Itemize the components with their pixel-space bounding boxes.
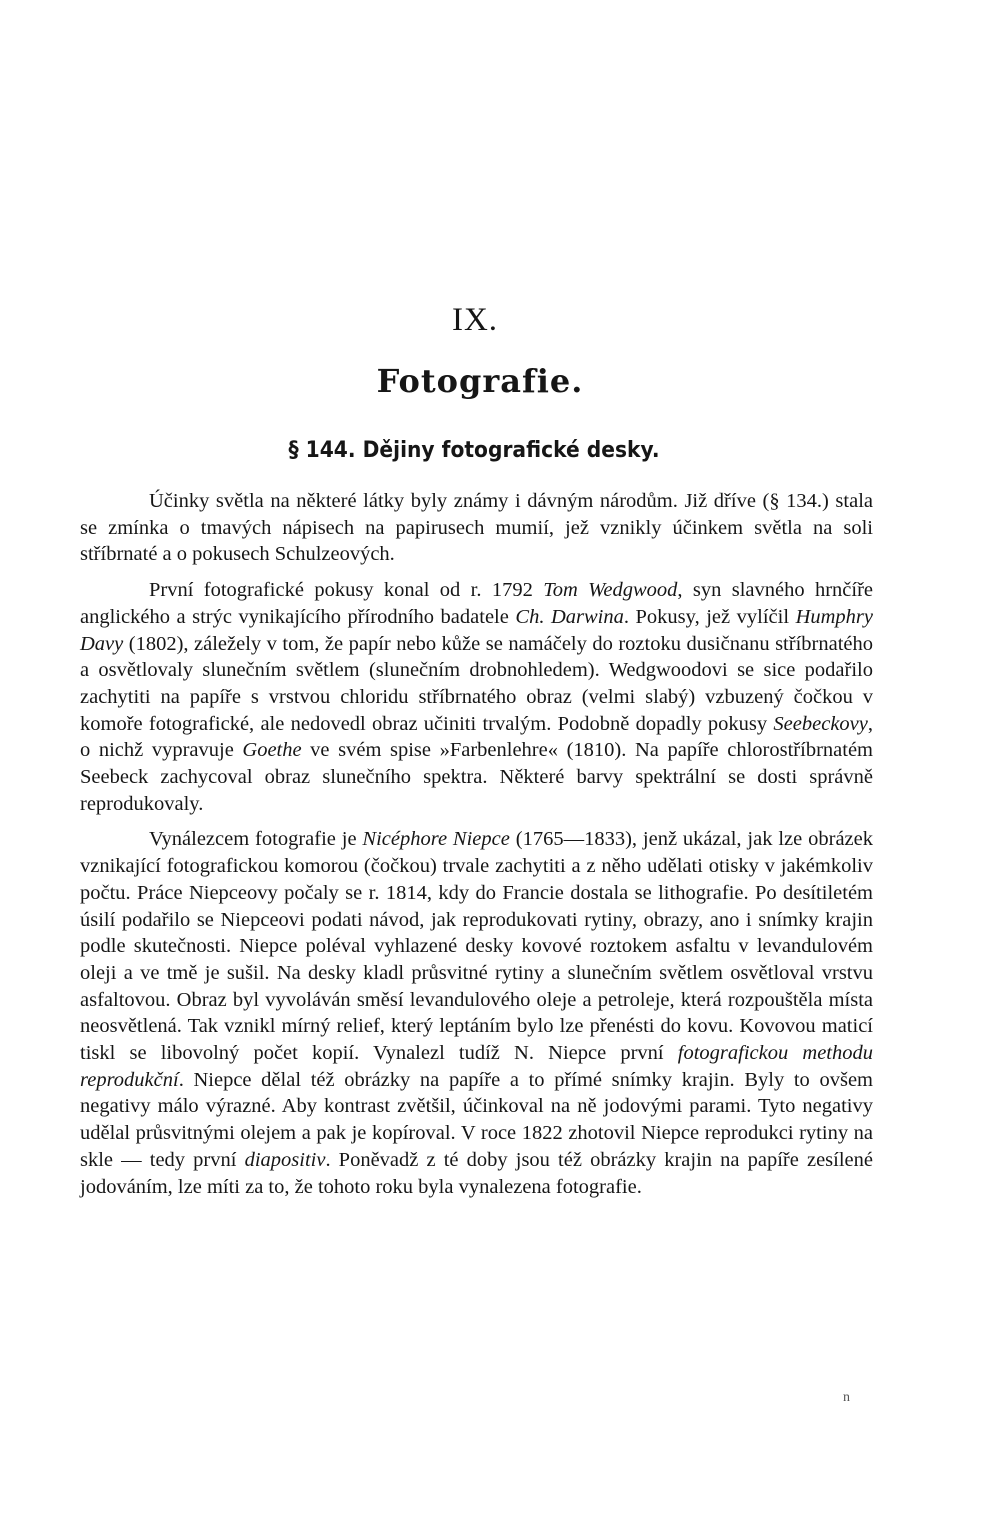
paragraph-2-text: (1802), záležely v tom, že papír nebo kůže se namáčely do roztoku dusičnanu stříbrnatého a osvětlovaly slunečním světlem (slunečním drobnohledem). Wedgwoodovi se sice podařilo zachytiti na papíře s vrstvou chloridu stříbrnatého obraz (velmi slabý) vzbuzený čočkou v komoře fotografické, ale nedovedl obraz učiniti trvalým. Podobně dopadly pokusy — [80, 632, 873, 735]
paragraph-3-text: . Poněvadž z té doby jsou též obrázky krajin na papíře zesílené jodováním, lze míti za to, že tohoto roku byla vynalezena fotografie. — [80, 1148, 873, 1198]
paragraph-3-text: Vynálezcem fotografie je — [149, 828, 363, 851]
name-darwin: Ch. Darwina — [515, 605, 624, 628]
name-humphry-davy: Humphry Davy — [80, 605, 874, 655]
paragraph-2-text: První fotografické pokusy konal od r. 1792 — [149, 579, 544, 602]
name-seebeck: Seebeckovy — [773, 712, 868, 735]
chapter-number: IX. — [451, 302, 499, 338]
paragraph-1: Účinky světla na některé látky byly známy i dávným národům. Již dříve (§ 134.) stala se zmínka o tmavých nápisech na papirusech mumií, jež vznikly účinkem světla na soli stříbrnaté a o pokusech Schulzeových. — [80, 490, 873, 566]
signature-mark: n — [843, 1390, 850, 1405]
term-reproduction-method: fotografickou methodu reprodukční — [80, 1042, 873, 1091]
term-diapositive: diapositiv — [244, 1148, 326, 1171]
paragraph-3-text: (1765—1833), jenž ukázal, jak lze obrázek vznikající fotografickou komorou (čočkou) trvale zachytiti a z něho udělati otisky v jakémkoliv počtu. Práce Niepceovy počaly se r. 1814, kdy do Francie dostala se lithografie. Po desítiletém úsilí podařilo se Niepceovi podati návod, jak reprodukovati rytiny, obrazy, ano i snímky krajin podle skutečnosti. Niepce poléval vyhlazené desky kovové roztokem asfaltu v levandulovém oleji a ve tmě je sušil. Na desky kladl průsvitné rytiny a slunečním světlem osvětloval vrstvu asfaltovou. Obraz byl vyvoláván směsí levandulového oleje a petroleje, která rozpouštěla místa neosvětlená. Tak vznikl mírný relief, který leptáním bylo lze přenésti do kovu. Kovovou maticí tiskl se libovolný počet kopií. Vynalezl tudíž N. Niepce první — [80, 828, 873, 1065]
body-text — [80, 488, 873, 1200]
paragraph-2-text: ve svém spise »Farbenlehre« (1810). Na papíře chlorostříbrnatém Seebeck zachycoval obraz slunečního spektra. Některé barvy spektrální se dosti správně reprodukovaly. — [80, 739, 873, 815]
name-niepce: Nicéphore Niepce — [362, 828, 510, 851]
paragraph-2-text: , syn slavného hrnčíře anglického a strýc vynikajícího přírodního badatele — [80, 579, 873, 628]
paragraph-2 — [80, 577, 873, 817]
paragraph-2-text: , o nichž vypravuje — [80, 712, 873, 762]
name-goethe: Goethe — [242, 739, 302, 762]
chapter-title: Fotografie. — [376, 362, 584, 400]
name-tom-wedgwood: Tom Wedgwood — [543, 579, 678, 602]
paragraph-3 — [80, 826, 873, 1200]
paragraph-2-text: . Pokusy, jež vylíčil — [623, 605, 796, 628]
paragraph-3-text: . Niepce dělal též obrázky na papíře a to přímé snímky krajin. Byly to ovšem negativy málo výrazné. Aby kontrast zvětšil, účinkoval na ně jodovými parami. Tyto negativy udělal průsvitnými olejem a pak je kopíroval. V roce 1822 zhotovil Niepce reprodukci rytiny na skle — tedy první — [80, 1068, 873, 1171]
section-heading: § 144. Dějiny fotografické desky. — [288, 438, 660, 463]
